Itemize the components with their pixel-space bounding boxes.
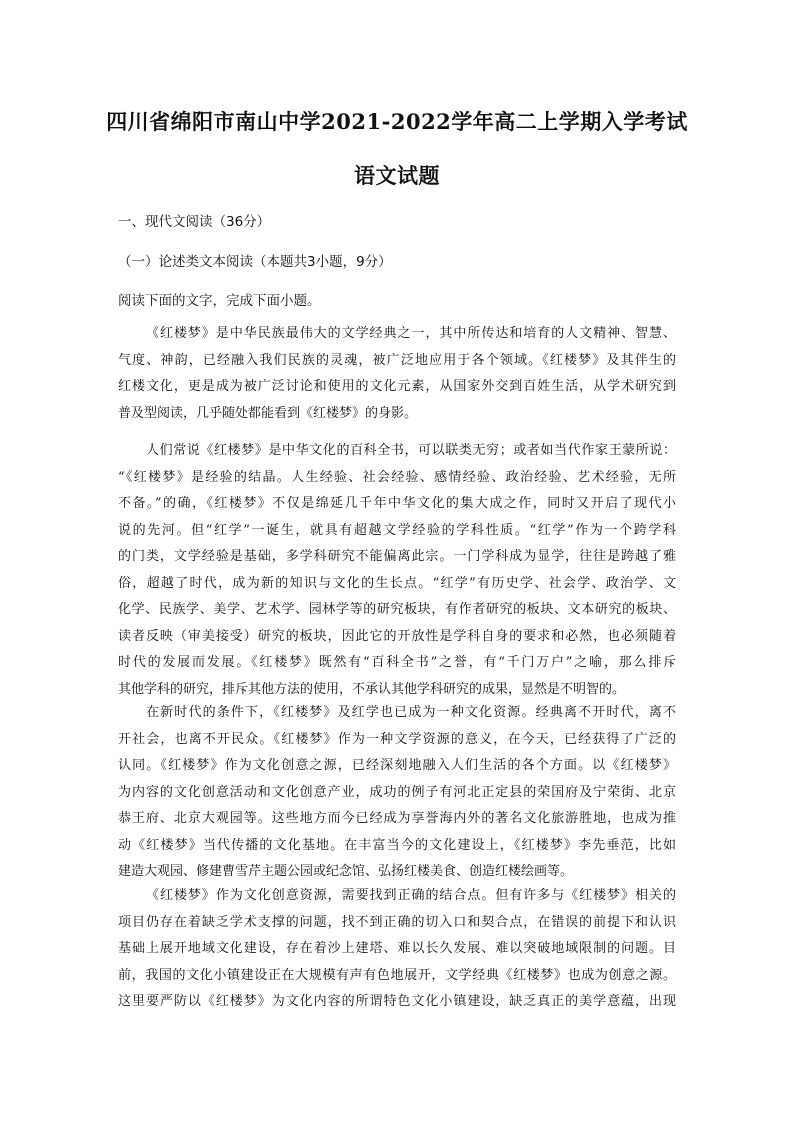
paragraph-line: 在新时代的条件下，《红楼梦》及红学也已成为一种文化资源。经典离不开时代，离不: [146, 705, 676, 720]
paragraph-line: 化学、民族学、美学、艺术学、园林学等的研究板块，有作者研究的板块、文本研究的板块、: [118, 602, 676, 617]
paragraph-line: 认同。《红楼梦》作为文化创意之源，已经深刻地融入人们生活的各个方面。以《红楼梦》: [118, 758, 676, 773]
paragraph-line: 红楼文化，更是成为被广泛讨论和使用的文化元素，从国家外交到百姓生活，从学术研究到: [118, 379, 676, 394]
paragraph-line: 的门类，文学经验是基础，多学科研究不能偏离此宗。一门学科成为显学，往往是跨越了雅: [118, 549, 676, 564]
paragraph-line: 说的先河。但“红学”一诞生，就具有超越文学经验的学科性质。“红学”作为一个跨学科: [118, 522, 676, 538]
paragraph-line: 气度、神韵，已经融入我们民族的灵魂，被广泛地应用于各个领域。《红楼梦》及其伴生的: [118, 352, 676, 368]
paragraph-line: 为内容的文化创意活动和文化创意产业，成功的例子有河北正定县的荣国府及宁荣街、北京: [118, 784, 676, 800]
paragraph-2: [118, 438, 676, 703]
reading-instruction: 阅读下面的文字，完成下面小题。: [118, 293, 321, 309]
paragraph-line: 开社会，也离不开民众。《红楼梦》作为一种文学资源的意义，在今天，已经获得了广泛的: [118, 731, 676, 747]
paragraph-line: 人们常说《红楼梦》是中华文化的百科全书，可以联类无穷；或者如当代作家王蒙所说：: [146, 443, 676, 458]
paragraph-line: 建造大观园、修建曹雪芹主题公园或纪念馆、弘扬红楼美食、创造红楼绘画等。: [118, 864, 574, 879]
exam-title: 四川省绵阳市南山中学2021-2022学年高二上学期入学考试: [106, 109, 688, 134]
paragraph-line: 俗，超越了时代，成为新的知识与文化的生长点。“红学”有历史学、社会学、政治学、文: [118, 575, 676, 591]
subsection-heading: （一）论述类文本阅读（本题共3小题，9分）: [118, 254, 392, 270]
paragraph-line: 时代的发展而发展。《红楼梦》既然有“百科全书”之誉，有“千门万户”之喻，那么排斥: [118, 655, 676, 670]
paragraph-line: 不备。”的确，《红楼梦》不仅是绵延几千年中华文化的集大成之作，同时又开启了现代小: [118, 496, 676, 511]
paragraph-line: 基础上展开地域文化建设，存在着沙上建塔、难以长久发展、难以突破地域限制的问题。目: [118, 941, 676, 956]
paragraph-1: [118, 321, 676, 427]
paragraph-4: [118, 883, 676, 1016]
paragraph-line: 读者反映（审美接受）研究的板块，因此它的开放性是学科自身的要求和必然，也必须随着: [118, 628, 676, 644]
paragraph-line: 其他学科的研究，排斥其他方法的使用，不承认其他学科研究的成果，显然是不明智的。: [118, 681, 626, 697]
paragraph-line: 《红楼梦》是中华民族最伟大的文学经典之一，其中所传达和培育的人文精神、智慧、: [146, 326, 676, 341]
paragraph-line: 这里要严防以《红楼梦》为文化内容的所谓特色文化小镇建设，缺乏真正的美学意蕴，出现: [118, 994, 676, 1009]
paragraph-line: 动《红楼梦》当代传播的文化基地。在丰富当今的文化建设上，《红楼梦》李先垂范，比如: [118, 837, 676, 853]
paragraph-line: 前，我国的文化小镇建设正在大规模有声有色地展开，文学经典《红楼梦》也成为创意之源。: [118, 967, 676, 983]
paragraph-3: [118, 700, 676, 886]
section-heading: 一、现代文阅读（36分）: [118, 214, 271, 230]
exam-subtitle: 语文试题: [354, 163, 440, 188]
paragraph-line: 项目仍存在着缺乏学术支撑的问题，找不到正确的切入口和契合点，在错误的前提下和认识: [118, 914, 676, 930]
paragraph-line: “《红楼梦》是经验的结晶。人生经验、社会经验、感情经验、政治经验、艺术经验，无所: [118, 469, 676, 485]
paragraph-line: 恭王府、北京大观园等。这些地方而今已经成为享誉海内外的著名文化旅游胜地，也成为推: [118, 811, 676, 826]
paragraph-line: 普及型阅读，几乎随处都能看到《红楼梦》的身影。: [118, 405, 418, 421]
paragraph-line: 《红楼梦》作为文化创意资源，需要找到正确的结合点。但有许多与《红楼梦》相关的: [146, 888, 676, 903]
